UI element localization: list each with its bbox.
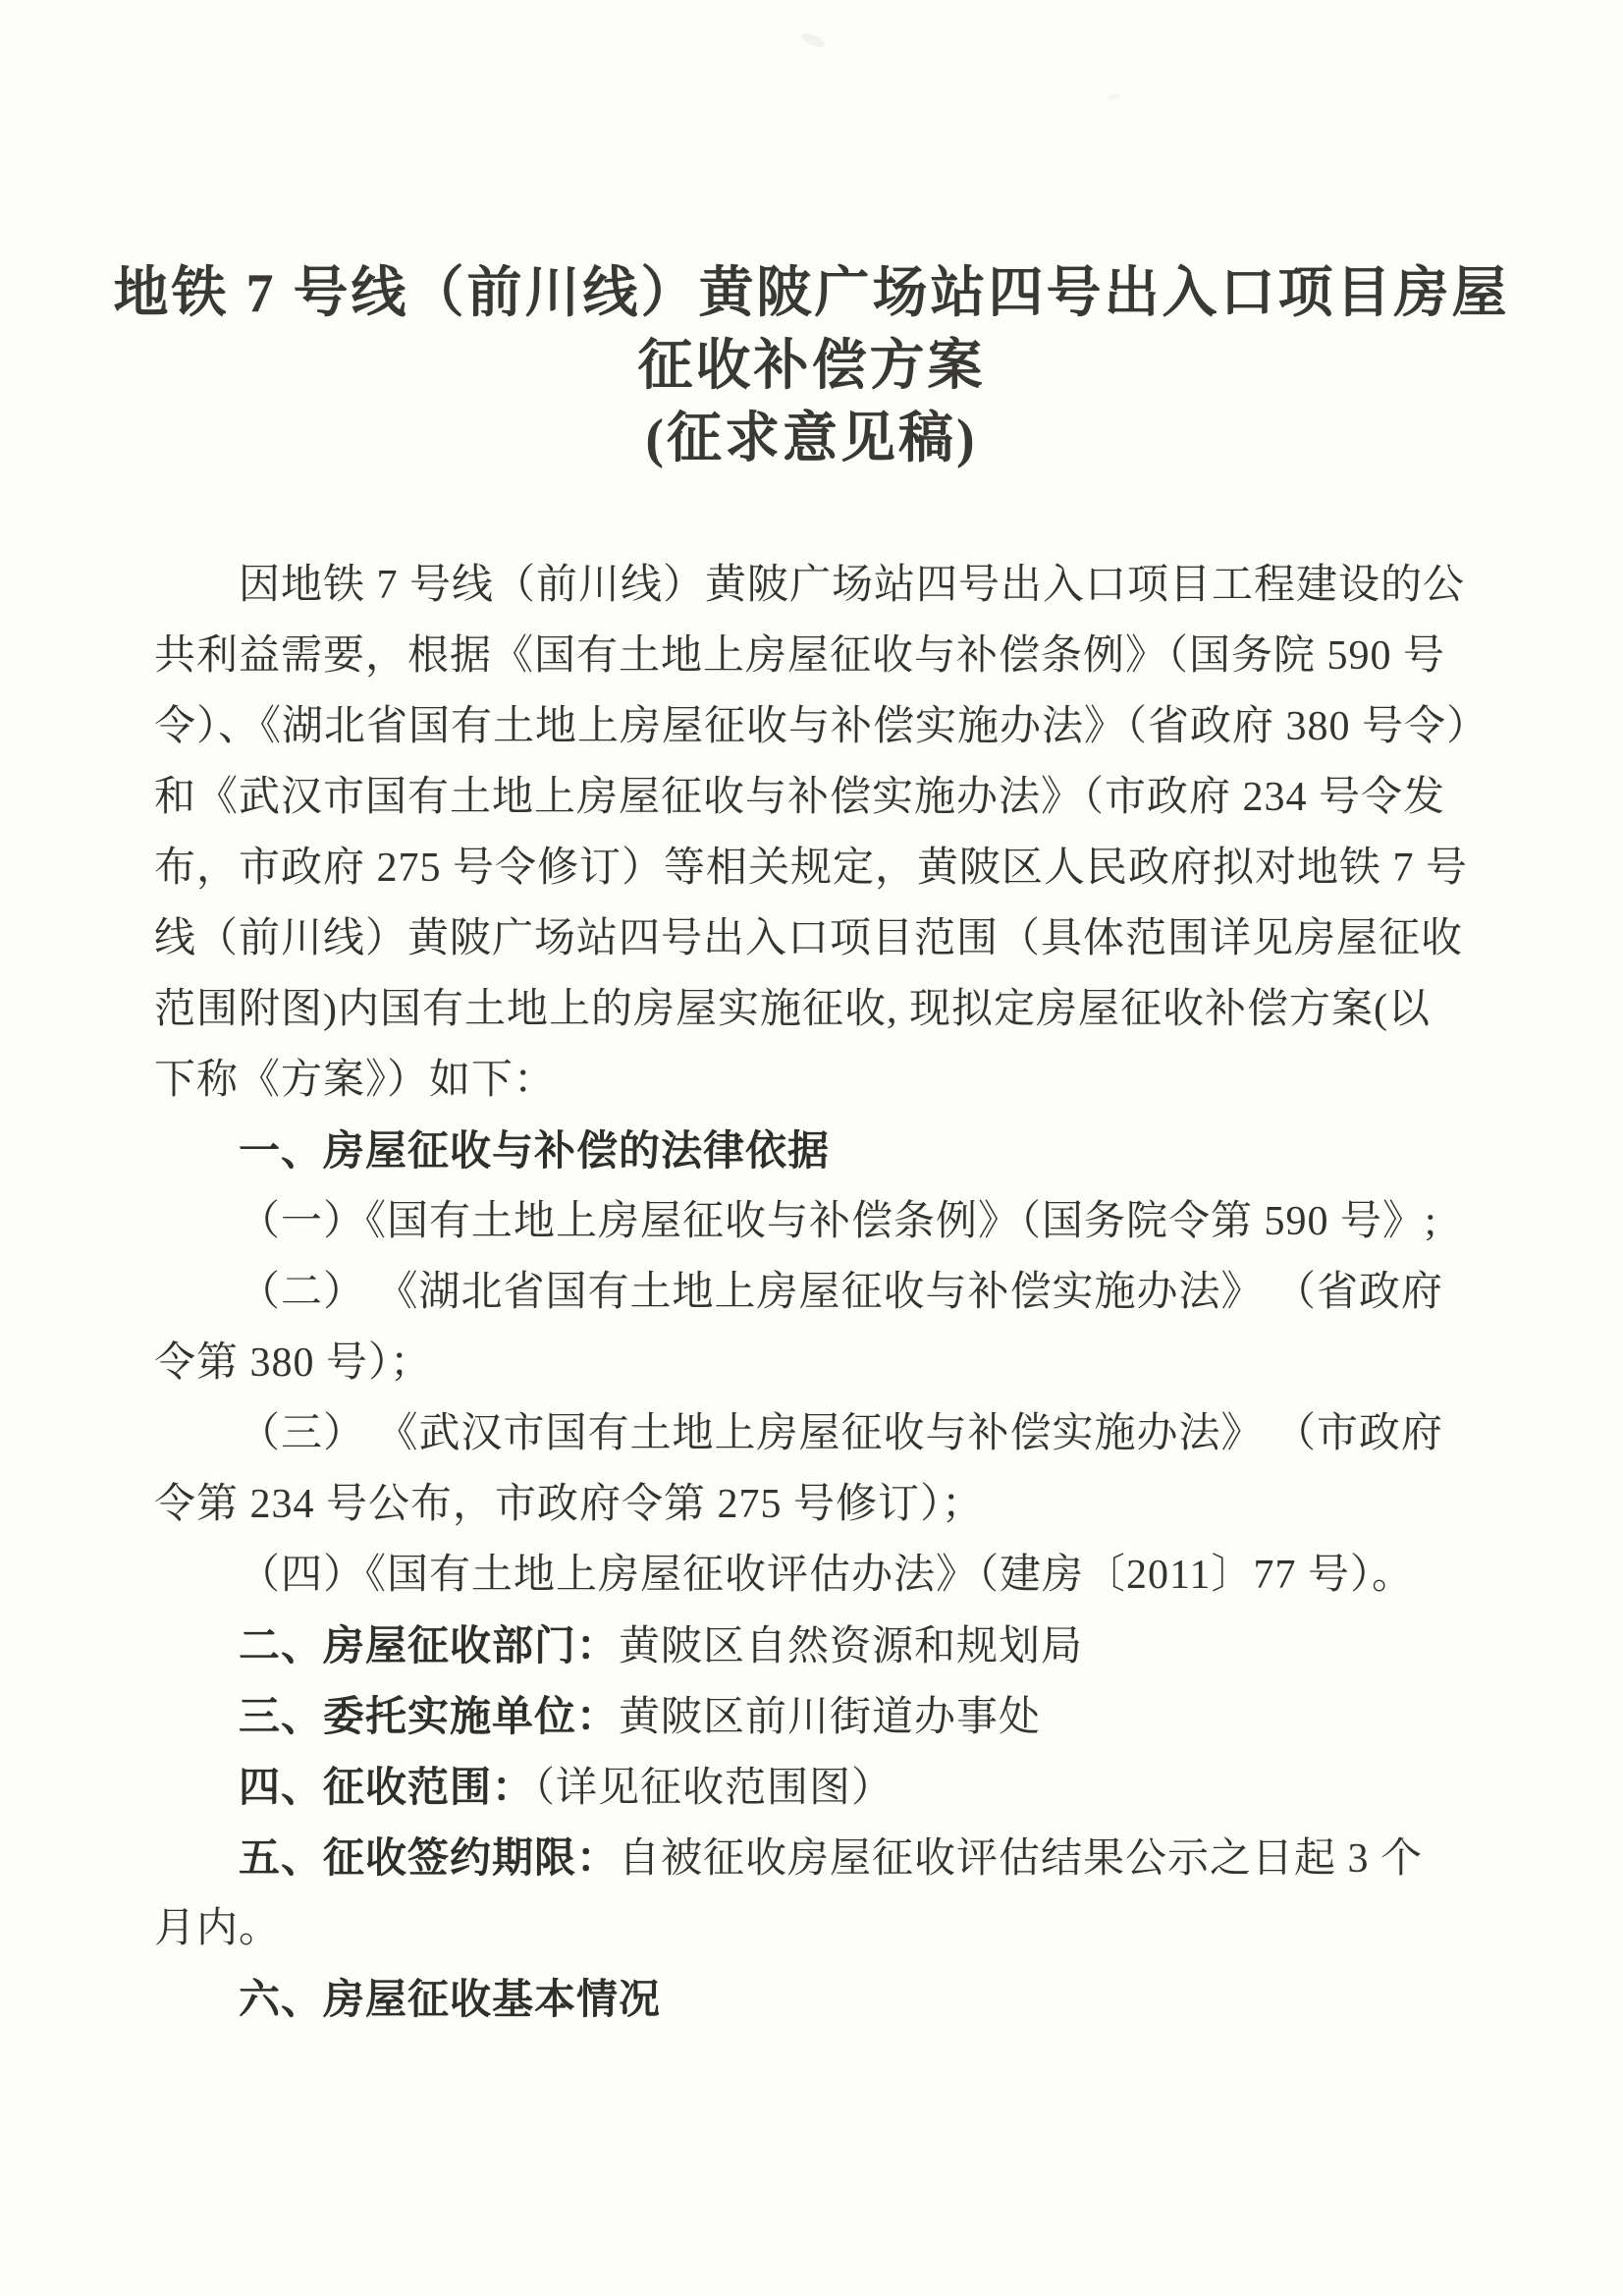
- line-text: （三） 《武汉市国有土地上房屋征收与补偿实施办法》 （市政府: [239, 1411, 1444, 1456]
- line-text: 令）、《湖北省国有土地上房屋征收与补偿实施办法》（省政府 380 号令）: [154, 704, 1489, 749]
- heading-label: 二、房屋征收部门：: [239, 1622, 620, 1668]
- body-line-5: [154, 833, 1511, 903]
- body-line-17: [154, 1681, 1511, 1752]
- body-line-8: [154, 1045, 1511, 1116]
- body-line-16: [154, 1611, 1511, 1681]
- line-text: 黄陂区自然资源和规划局: [619, 1624, 1084, 1669]
- title-subtitle-draft: (征求意见稿): [645, 409, 978, 469]
- heading-label: 四、征收范围：: [239, 1764, 535, 1810]
- title-line-2: 征收补偿方案: [637, 336, 986, 397]
- line-text: 和《武汉市国有土地上房屋征收与补偿实施办法》（市政府 234 号令发: [154, 775, 1446, 820]
- body-line-10: [154, 1186, 1511, 1257]
- body-line-20: [154, 1893, 1511, 1964]
- heading-label: 六、房屋征收基本情况: [239, 1976, 662, 2022]
- line-text: 布，市政府 275 号令修订）等相关规定，黄陂区人民政府拟对地铁 7 号: [154, 846, 1469, 891]
- body-line-6: [154, 903, 1511, 974]
- body-line-7: [154, 974, 1511, 1045]
- scan-smudge: [1108, 93, 1122, 102]
- line-text: 令第 380 号）；: [154, 1340, 433, 1386]
- line-text: 令第 234 号公布，市政府令第 275 号修订）；: [154, 1482, 985, 1527]
- line-text: （详见征收范围图）: [534, 1766, 894, 1811]
- line-text: 线（前川线）黄陂广场站四号出入口项目范围（具体范围详见房屋征收: [154, 916, 1464, 961]
- body-line-18: [154, 1752, 1511, 1823]
- body-line-9: [154, 1116, 1511, 1186]
- body-line-12: [154, 1328, 1511, 1398]
- scan-smudge: [799, 30, 827, 50]
- body-line-1: [154, 550, 1511, 621]
- body-line-14: [154, 1469, 1511, 1540]
- line-text: （二） 《湖北省国有土地上房屋征收与补偿实施办法》 （省政府: [239, 1270, 1444, 1315]
- heading-label: 三、委托实施单位：: [239, 1693, 620, 1739]
- title-line-1: 地铁 7 号线（前川线）黄陂广场站四号出入口项目房屋: [113, 263, 1510, 324]
- line-text: 范围附图)内国有土地上的房屋实施征收, 现拟定房屋征收补偿方案(以: [154, 987, 1431, 1032]
- line-text: 月内。: [154, 1906, 282, 1951]
- line-text: 共利益需要，根据《国有土地上房屋征收与补偿条例》（国务院 590 号: [154, 633, 1446, 679]
- body-line-2: [154, 621, 1511, 691]
- body-line-15: [154, 1540, 1511, 1611]
- body-line-13: [154, 1398, 1511, 1469]
- document-title: [0, 257, 1623, 475]
- body-line-11: [154, 1257, 1511, 1328]
- body-line-3: [154, 691, 1511, 762]
- heading-label: 一、房屋征收与补偿的法律依据: [239, 1127, 831, 1174]
- line-text: 下称《方案》）如下：: [154, 1058, 557, 1103]
- line-text: （一）《国有土地上房屋征收与补偿条例》（国务院令第 590 号》;: [239, 1199, 1437, 1244]
- body-line-4: [154, 762, 1511, 833]
- line-text: 自被征收房屋征收评估结果公示之日起 3 个: [619, 1836, 1424, 1882]
- line-text: （四）《国有土地上房屋征收评估办法》（建房〔2011〕77 号）。: [239, 1553, 1414, 1598]
- body-line-21: [154, 1964, 1511, 2035]
- heading-label: 五、征收签约期限：: [239, 1834, 620, 1881]
- line-text: 因地铁 7 号线（前川线）黄陂广场站四号出入口项目工程建设的公: [239, 563, 1466, 608]
- line-text: 黄陂区前川街道办事处: [619, 1695, 1042, 1740]
- body-line-19: [154, 1823, 1511, 1893]
- document-body: [154, 550, 1511, 2035]
